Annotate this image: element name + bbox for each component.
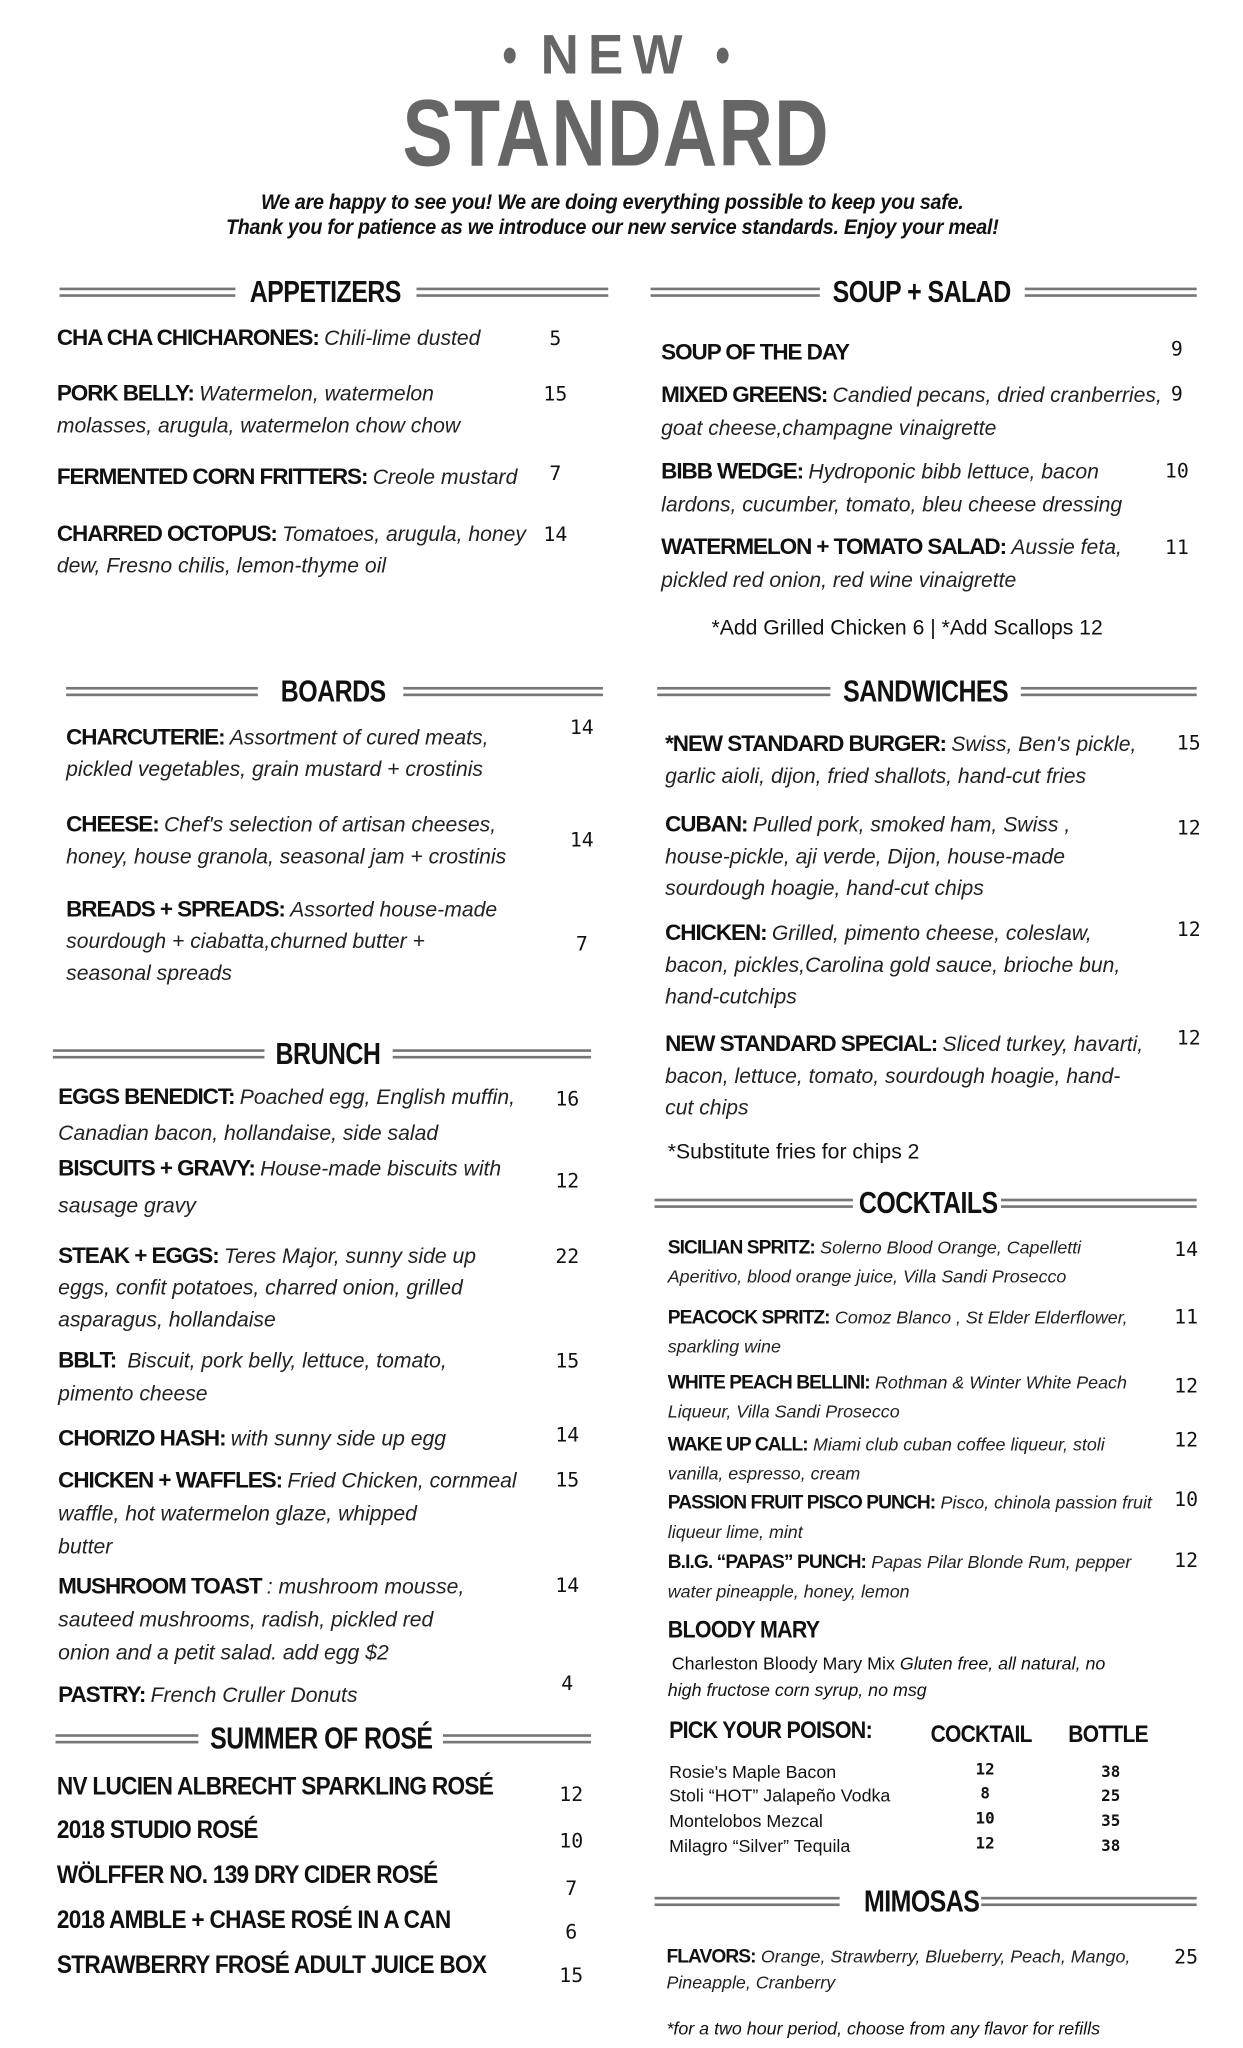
section-rule xyxy=(1025,288,1197,297)
item-price: 15 xyxy=(543,382,568,406)
menu-item xyxy=(661,335,854,369)
item-price: 25 xyxy=(1174,1945,1199,1969)
item-name: PEACOCK SPRITZ: xyxy=(667,1307,830,1329)
item-description: molasses, arugula, watermelon chow chow xyxy=(56,415,461,438)
item-description-line xyxy=(58,1115,515,1151)
item-description: pickled red onion, red wine vinaigrette xyxy=(661,569,1017,592)
item-description: waffle, hot watermelon glaze, whipped xyxy=(58,1502,417,1526)
item-description: Fried Chicken, cornmeal xyxy=(287,1469,517,1493)
item-price: 15 xyxy=(555,1348,580,1373)
section-rule xyxy=(657,687,830,696)
item-name: *NEW STANDARD BURGER: xyxy=(665,731,946,757)
item-name: SICILIAN SPRITZ: xyxy=(667,1237,815,1259)
section-rule xyxy=(443,1734,591,1743)
menu-item xyxy=(58,1150,501,1225)
menu-item xyxy=(661,530,1122,597)
item-price: 10 xyxy=(1174,1487,1199,1512)
item-description-line xyxy=(58,1305,476,1337)
section-rule xyxy=(66,687,258,696)
item-description: Canadian bacon, hollandaise, side salad xyxy=(58,1121,439,1145)
spirit-name: Milagro “Silver” Tequila xyxy=(669,1836,851,1856)
item-description-line xyxy=(57,323,481,356)
menu-item xyxy=(668,1430,1105,1487)
item-description-line xyxy=(661,530,1122,564)
item-description: eggs, confit potatoes, charred onion, grilled xyxy=(58,1277,463,1300)
item-price: 11 xyxy=(1164,535,1189,560)
item-description: Candied pecans, dried cranberries, xyxy=(832,384,1162,407)
item-price: 7 xyxy=(565,1876,578,1901)
item-name: MUSHROOM TOAST xyxy=(58,1572,262,1598)
item-description-line xyxy=(668,1459,1105,1487)
item-description: cut chips xyxy=(665,1097,749,1120)
item-price: 14 xyxy=(1174,1237,1199,1262)
menu-item xyxy=(666,1944,1130,1997)
menu-item xyxy=(66,722,488,787)
item-description: Swiss, Ben's pickle, xyxy=(951,733,1137,757)
menu-item xyxy=(668,1548,1132,1605)
section-title-soup_salad: SOUP + SALAD xyxy=(832,274,1011,309)
item-description: sauteed mushrooms, radish, pickled red xyxy=(58,1608,434,1632)
item-description-line xyxy=(668,1577,1132,1605)
item-description: : mushroom mousse, xyxy=(266,1575,465,1598)
item-name: PORK BELLY: xyxy=(56,380,194,406)
item-name: FLAVORS: xyxy=(666,1946,756,1968)
item-price: 10 xyxy=(559,1828,584,1853)
section-title-boards: BOARDS xyxy=(280,673,386,709)
cocktail-price: 10 xyxy=(975,1808,995,1828)
item-price: 14 xyxy=(569,827,594,852)
item-description: Teres Major, sunny side up xyxy=(223,1245,477,1269)
item-description-line xyxy=(58,1377,447,1410)
item-name: CHICKEN + WAFFLES: xyxy=(58,1467,283,1493)
item-description: Creole mustard xyxy=(372,466,518,490)
item-description-line xyxy=(665,842,1070,874)
item-description-line xyxy=(58,1463,516,1497)
item-description-line xyxy=(665,918,1120,951)
item-name: CHA CHA CHICHARONES: xyxy=(56,325,319,351)
item-price: 14 xyxy=(555,1573,580,1598)
item-description: vanilla, espresso, cream xyxy=(667,1463,861,1483)
item-price: 15 xyxy=(559,1963,584,1988)
item-description: sausage gravy xyxy=(58,1195,196,1218)
item-name: WATERMELON + TOMATO SALAD: xyxy=(661,533,1007,559)
section-title-appetizers: APPETIZERS xyxy=(249,274,401,309)
bloody-mary-title: BLOODY MARY xyxy=(667,1616,820,1643)
item-name: EGGS BENEDICT: xyxy=(58,1083,235,1109)
item-description: water pineapple, honey, lemon xyxy=(667,1580,910,1601)
section-rule xyxy=(1001,1199,1197,1208)
item-description: bacon, lettuce, tomato, sourdough hoagie, hand- xyxy=(665,1065,1121,1089)
item-description-line xyxy=(661,378,1162,412)
menu-item xyxy=(668,1368,1127,1425)
item-description-line xyxy=(668,1488,1152,1517)
item-description-line xyxy=(668,1548,1132,1577)
menu-item xyxy=(665,809,1070,906)
item-description: Pineapple, Cranberry xyxy=(666,1972,836,1993)
item-description: butter xyxy=(58,1535,113,1559)
item-description: Watermelon, watermelon xyxy=(199,383,434,406)
item-description: garlic aioli, dijon, fried shallots, hand-cut fries xyxy=(665,765,1087,789)
section-rule xyxy=(1021,687,1197,696)
wine-name: 2018 AMBLE + CHASE ROSÉ IN A CAN xyxy=(56,1906,451,1935)
item-description-line xyxy=(665,762,1136,794)
item-description-line xyxy=(661,564,1122,597)
item-description-line xyxy=(661,454,1122,488)
item-description-line xyxy=(668,1517,1152,1545)
item-description: pimento cheese xyxy=(58,1382,208,1405)
item-price: 9 xyxy=(1170,337,1183,361)
item-description-line xyxy=(58,1531,516,1564)
item-description: Biscuit, pork belly, lettuce, tomato, xyxy=(121,1349,447,1372)
item-description: goat cheese,champagne vinaigrette xyxy=(661,417,997,440)
item-name: PASSION FRUIT PISCO PUNCH: xyxy=(667,1492,936,1514)
section-rule xyxy=(651,288,820,297)
item-price: 12 xyxy=(1174,1548,1199,1573)
item-description-line xyxy=(57,378,460,411)
item-description-line xyxy=(58,1240,476,1273)
item-description-line xyxy=(57,551,526,583)
item-description: honey, house granola, seasonal jam + crostinis xyxy=(66,846,507,869)
section-title-brunch: BRUNCH xyxy=(275,1036,381,1071)
item-name: BIBB WEDGE: xyxy=(661,458,804,484)
item-description-line xyxy=(661,335,854,369)
item-description: Rothman & Winter White Peach xyxy=(875,1371,1127,1392)
item-description: Chef's selection of artisan cheeses, xyxy=(163,814,497,838)
bloody-mary-description-2: high fructose corn syrup, no msg xyxy=(667,1679,927,1700)
item-description-line xyxy=(66,927,497,959)
bloody-mary-mix: Charleston Bloody Mary Mix xyxy=(671,1653,895,1674)
item-price: 4 xyxy=(561,1671,574,1696)
item-description: bacon, pickles,Carolina gold sauce, brioche bun, xyxy=(665,954,1121,978)
item-description: liqueur lime, mint xyxy=(667,1521,803,1542)
item-name: BREADS + SPREADS: xyxy=(66,896,285,922)
item-description-line xyxy=(666,1970,1130,1996)
item-description-line xyxy=(66,722,488,755)
item-description-line xyxy=(665,809,1070,842)
item-name: PASTRY: xyxy=(58,1681,146,1707)
item-name: STEAK + EGGS: xyxy=(58,1242,219,1269)
item-description: Sliced turkey, havarti, xyxy=(942,1034,1144,1057)
wine-name: NV LUCIEN ALBRECHT SPARKLING ROSÉ xyxy=(56,1773,494,1801)
item-name: WHITE PEACH BELLINI: xyxy=(667,1371,870,1394)
menu-item xyxy=(57,518,526,583)
item-description: Assortment of cured meats, xyxy=(229,727,489,750)
item-name: CUBAN: xyxy=(665,811,748,838)
item-description: Comoz Blanco , St Elder Elderflower, xyxy=(834,1307,1128,1327)
item-name: BBLT: xyxy=(58,1346,117,1372)
item-price: 12 xyxy=(1176,815,1201,840)
item-description-line xyxy=(665,1029,1143,1062)
item-description: hand-cutchips xyxy=(665,986,797,1009)
menu-item xyxy=(668,1303,1128,1360)
spirit-name: Rosie's Maple Bacon xyxy=(669,1761,837,1782)
item-name: MIXED GREENS: xyxy=(661,381,828,407)
item-description-line xyxy=(58,1078,515,1115)
item-price: 7 xyxy=(549,461,562,486)
item-name: CHARCUTERIE: xyxy=(66,724,225,750)
section-note: *Add Grilled Chicken 6 | *Add Scallops 12 xyxy=(711,617,1103,640)
menu-item xyxy=(57,323,481,356)
item-description-line xyxy=(661,489,1122,522)
bottle-price: 25 xyxy=(1101,1786,1121,1805)
item-description: Miami club cuban coffee liqueur, stoli xyxy=(812,1434,1105,1454)
item-description: seasonal spreads xyxy=(66,962,232,986)
section-title-mimosas: MIMOSAS xyxy=(863,1883,980,1918)
item-description: onion and a petit salad. add egg $2 xyxy=(58,1641,389,1665)
item-price: 12 xyxy=(559,1782,584,1807)
item-description: sourdough + ciabatta,churned butter + xyxy=(66,930,425,954)
item-description-line xyxy=(58,1636,464,1669)
item-description: pickled vegetables, grain mustard + crostinis xyxy=(66,759,483,782)
section-rule xyxy=(60,288,236,297)
item-description-line xyxy=(668,1430,1105,1459)
cocktail-price: 12 xyxy=(975,1759,995,1779)
bloody-mary-notes: Gluten free, all natural, no xyxy=(899,1653,1106,1674)
item-description-line xyxy=(58,1677,357,1711)
item-description-line xyxy=(665,982,1120,1014)
section-note: *for a two hour period, choose from any flavor for refills xyxy=(666,2018,1101,2039)
item-description-line xyxy=(57,411,460,443)
item-description: lardons, cucumber, tomato, bleu cheese dressing xyxy=(661,493,1123,517)
item-description-line xyxy=(661,412,1162,445)
menu-item xyxy=(58,1463,516,1563)
item-description-line xyxy=(58,1498,516,1531)
item-name: CHEESE: xyxy=(66,811,159,838)
menu-item xyxy=(58,1569,464,1669)
item-description: Aperitivo, blood orange juice, Villa Sandi Prosecco xyxy=(667,1266,1067,1286)
item-description: Papas Pilar Blonde Rum, pepper xyxy=(871,1551,1132,1572)
item-description: Poached egg, English muffin, xyxy=(239,1086,515,1109)
item-description-line xyxy=(668,1303,1128,1332)
section-rule xyxy=(403,687,603,696)
item-description-line xyxy=(668,1233,1081,1262)
menu-item xyxy=(57,461,517,494)
item-description: Pisco, chinola passion fruit xyxy=(940,1492,1152,1513)
item-price: 12 xyxy=(1174,1373,1199,1398)
menu-item xyxy=(661,378,1162,445)
item-name: BISCUITS + GRAVY: xyxy=(58,1155,255,1181)
item-description-line xyxy=(668,1332,1128,1360)
column-bottle: BOTTLE xyxy=(1068,1720,1148,1748)
logo-standard: STANDARD xyxy=(402,81,830,187)
item-description: sourdough hoagie, hand-cut chips xyxy=(665,878,984,901)
spirit-name: Stoli “HOT” Jalapeño Vodka xyxy=(669,1785,891,1806)
item-price: 12 xyxy=(555,1168,580,1193)
menu-item xyxy=(661,454,1122,521)
item-name: B.I.G. “PAPAS” PUNCH: xyxy=(667,1551,867,1573)
item-price: 6 xyxy=(565,1919,578,1944)
wine-name: WÖLFFER NO. 139 DRY CIDER ROSÉ xyxy=(56,1861,438,1890)
section-rule xyxy=(981,1897,1197,1906)
item-description: dew, Fresno chilis, lemon-thyme oil xyxy=(56,555,387,578)
item-description-line xyxy=(666,1944,1130,1970)
section-rule xyxy=(53,1049,265,1058)
item-description-line xyxy=(665,874,1070,906)
section-rule xyxy=(393,1049,591,1058)
item-description-line xyxy=(665,1062,1143,1094)
logo-dot-icon xyxy=(504,48,516,64)
item-price: 12 xyxy=(1176,1026,1201,1050)
item-description-line xyxy=(66,755,488,787)
item-description: Grilled, pimento cheese, coleslaw, xyxy=(771,922,1092,946)
item-description: Chili-lime dusted xyxy=(324,327,481,351)
spirit-name: Montelobos Mezcal xyxy=(669,1810,823,1831)
item-description: French Cruller Donuts xyxy=(150,1683,358,1707)
menu-item xyxy=(58,1240,476,1337)
section-rule xyxy=(655,1897,840,1906)
intro-line-2: Thank you for patience as we introduce our new service standards. Enjoy your meal! xyxy=(225,216,999,240)
item-price: 11 xyxy=(1174,1305,1199,1329)
menu-item xyxy=(665,729,1136,794)
item-description-line xyxy=(668,1397,1127,1425)
item-description-line xyxy=(58,1569,464,1603)
item-description-line xyxy=(57,518,526,551)
menu-item xyxy=(668,1233,1081,1290)
item-description-line xyxy=(665,729,1136,762)
menu-item xyxy=(66,894,497,991)
column-cocktail: COCKTAIL xyxy=(930,1720,1032,1748)
item-name: CHICKEN: xyxy=(665,920,767,946)
item-description: Assorted house-made xyxy=(290,899,498,922)
item-description: Solerno Blood Orange, Capelletti xyxy=(820,1237,1082,1257)
item-price: 12 xyxy=(1176,917,1201,942)
item-name: WAKE UP CALL: xyxy=(667,1434,808,1456)
wine-name: 2018 STUDIO ROSÉ xyxy=(56,1816,258,1845)
item-description: Tomatoes, arugula, honey xyxy=(282,523,526,547)
section-rule xyxy=(655,1199,853,1208)
section-rule xyxy=(417,288,609,297)
item-price: 10 xyxy=(1164,458,1189,483)
item-description-line xyxy=(668,1262,1081,1290)
item-name: FERMENTED CORN FRITTERS: xyxy=(56,464,368,490)
section-title-rose: SUMMER OF ROSÉ xyxy=(210,1720,433,1756)
menu-item xyxy=(665,918,1120,1015)
item-name: SOUP OF THE DAY xyxy=(661,339,849,365)
item-description-line xyxy=(58,1343,447,1377)
item-description: house-pickle, aji verde, Dijon, house-made xyxy=(665,846,1065,869)
item-description: Liqueur, Villa Sandi Prosecco xyxy=(667,1400,900,1421)
item-price: 7 xyxy=(575,932,588,957)
item-description-line xyxy=(58,1150,501,1188)
item-name: NEW STANDARD SPECIAL: xyxy=(665,1031,938,1057)
item-price: 15 xyxy=(555,1467,580,1492)
wine-name: STRAWBERRY FROSÉ ADULT JUICE BOX xyxy=(56,1951,487,1980)
menu-item xyxy=(58,1343,447,1410)
cocktail-price: 12 xyxy=(975,1834,995,1853)
cocktail-price: 8 xyxy=(980,1783,990,1803)
bottle-price: 38 xyxy=(1101,1762,1121,1782)
item-price: 12 xyxy=(1174,1428,1199,1452)
item-price: 22 xyxy=(555,1244,580,1269)
menu-item xyxy=(66,809,506,874)
item-name: CHARRED OCTOPUS: xyxy=(56,520,277,547)
item-description: Hydroponic bibb lettuce, bacon xyxy=(808,460,1099,484)
item-description-line xyxy=(58,1189,501,1226)
item-price: 14 xyxy=(543,522,568,547)
section-note: *Substitute fries for chips 2 xyxy=(667,1141,920,1164)
item-price: 16 xyxy=(555,1086,580,1111)
item-description: with sunny side up egg xyxy=(230,1427,447,1450)
item-description-line xyxy=(66,842,506,874)
bottle-price: 35 xyxy=(1101,1811,1121,1831)
bottle-price: 38 xyxy=(1101,1836,1121,1856)
item-description: Pulled pork, smoked ham, Swiss , xyxy=(752,814,1071,838)
menu-item xyxy=(57,378,460,443)
section-rule xyxy=(56,1734,199,1743)
logo-dot-icon xyxy=(717,48,729,64)
item-description-line xyxy=(66,959,497,991)
pick-your-poison: PICK YOUR POISON: xyxy=(669,1717,872,1744)
item-description: House-made biscuits with xyxy=(260,1158,502,1181)
menu-item xyxy=(58,1677,357,1711)
item-description-line xyxy=(668,1368,1127,1397)
item-description-line xyxy=(66,809,506,842)
intro-line-1: We are happy to see you! We are doing everything possible to keep you safe. xyxy=(260,191,964,215)
item-description-line xyxy=(58,1273,476,1305)
item-price: 14 xyxy=(555,1422,580,1447)
item-price: 15 xyxy=(1176,731,1201,756)
item-description: Aussie feta, xyxy=(1011,536,1122,559)
section-title-cocktails: COCKTAILS xyxy=(858,1185,998,1220)
item-description: Orange, Strawberry, Blueberry, Peach, Mango, xyxy=(760,1946,1131,1967)
item-description: asparagus, hollandaise xyxy=(58,1309,276,1332)
menu-item xyxy=(58,1078,515,1151)
menu-item xyxy=(665,1029,1143,1126)
logo-new: NEW xyxy=(540,24,692,87)
item-description-line xyxy=(66,894,497,927)
item-description-line xyxy=(57,461,517,494)
item-price: 14 xyxy=(569,715,594,740)
item-description-line xyxy=(58,1421,446,1455)
menu-item xyxy=(668,1488,1152,1545)
item-description-line xyxy=(665,951,1120,983)
menu-item xyxy=(58,1421,446,1455)
item-name: CHORIZO HASH: xyxy=(58,1424,226,1450)
section-title-sandwiches: SANDWICHES xyxy=(843,673,1009,709)
item-description-line xyxy=(665,1094,1143,1126)
item-description: sparkling wine xyxy=(667,1336,781,1357)
item-description-line xyxy=(58,1603,464,1636)
item-price: 9 xyxy=(1170,382,1183,406)
item-price: 5 xyxy=(549,326,562,351)
bloody-mary-description xyxy=(672,1654,1106,1674)
